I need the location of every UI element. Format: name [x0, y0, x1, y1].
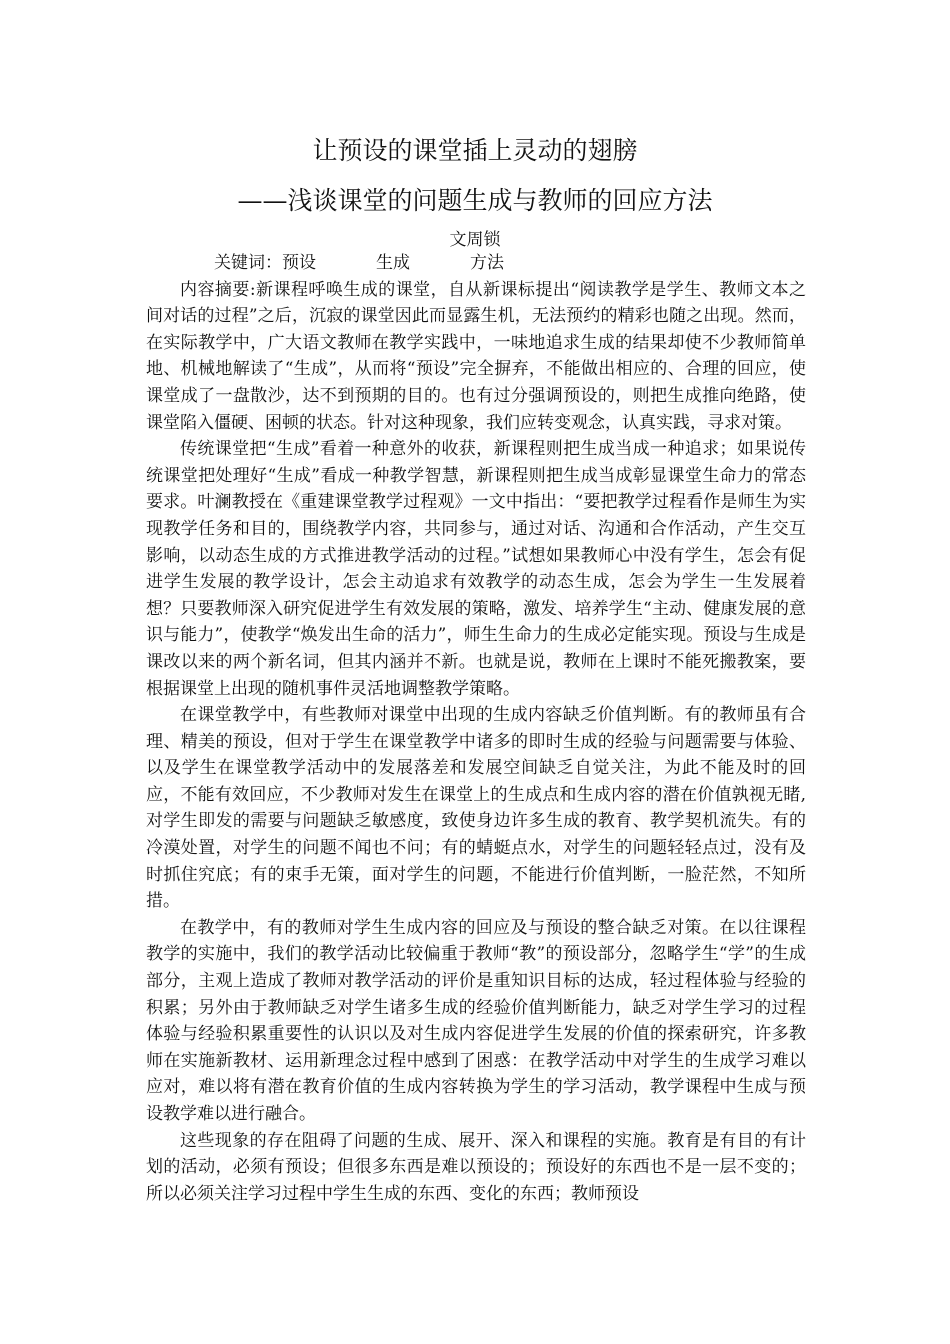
- keywords-line: [146, 250, 806, 277]
- keywords-label: 关键词：预设: [214, 253, 316, 273]
- body-paragraph: 在教学中，有的教师对学生生成内容的回应及与预设的整合缺乏对策。在以往课程教学的实施中，我们的教学活动比较偏重于教师“教”的预设部分，忽略学生“学”的生成部分，主观上造成了教师对教学活动的评价是重知识目标的达成，轻过程体验与经验的积累；另外由于教师缺乏对学生诸多生成的经验价值判断能力，缺乏对学生学习的过程体验与经验积累重要性的认识以及对生成内容促进学生发展的价值的探索研究，许多教师在实施新教材、运用新理念过程中感到了困惑：在教学活动中对学生的生成学习难以应对，难以将有潜在教育价值的生成内容转换为学生的学习活动，教学课程中生成与预设教学难以进行融合。: [146, 917, 806, 1124]
- body-paragraph: 这些现象的存在阻碍了问题的生成、展开、深入和课程的实施。教育是有目的有计划的活动，必须有预设；但很多东西是难以预设的；预设好的东西也不是一层不变的；所以必须关注学习过程中学生生成的东西、变化的东西；教师预设: [146, 1130, 806, 1204]
- document-title: 让预设的课堂插上灵动的翅膀: [312, 136, 638, 165]
- body-paragraph: 在课堂教学中，有些教师对课堂中出现的生成内容缺乏价值判断。有的教师虽有合理、精美的预设，但对于学生在课堂教学中诸多的即时生成的经验与问题需要与体验、以及学生在课堂教学活动中的发展落差和发展空间缺乏自觉关注，为此不能及时的回应，不能有效回应，不少教师对发生在课堂上的生成点和生成内容的潜在价值孰视无睹,对学生即发的需要与问题缺乏敏感度，致使身边许多生成的教育、教学契机流失。有的冷漠处置，对学生的问题不闻也不问；有的蜻蜓点水，对学生的问题轻轻点过，没有及时抓住究底；有的束手无策，面对学生的问题，不能进行价值判断，一脸茫然，不知所措。: [146, 705, 806, 912]
- body-paragraph: 传统课堂把“生成”看着一种意外的收获，新课程则把生成当成一种追求；如果说传统课堂把处理好“生成”看成一种教学智慧，新课程则把生成当成彰显课堂生命力的常态要求。叶澜教授在《重建课堂教学过程观》一文中指出：“要把教学过程看作是师生为实现教学任务和目的，围绕教学内容，共同参与，通过对话、沟通和合作活动，产生交互影响，以动态生成的方式推进教学活动的过程。”试想如果教师心中没有学生，怎会有促进学生发展的教学设计，怎会主动追求有效教学的动态生成，怎会为学生一生发展着想？只要教师深入研究促进学生有效发展的策略，激发、培养学生“主动、健康发展的意识与能力”，使教学“焕发出生命的活力”，师生生命力的生成必定能实现。预设与生成是课改以来的两个新名词，但其内涵并不新。也就是说，教师在上课时不能死搬教案，要根据课堂上出现的随机事件灵活地调整教学策略。: [146, 439, 806, 699]
- keyword-item: 方法: [470, 253, 504, 273]
- document-subtitle: ——浅谈课堂的问题生成与教师的回应方法: [237, 186, 713, 215]
- abstract-paragraph: 内容摘要:新课程呼唤生成的课堂，自从新课标提出“阅读教学是学生、教师文本之间对话的过程”之后，沉寂的课堂因此而显露生机，无法预约的精彩也随之出现。然而，在实际教学中，广大语文教师在教学实践中，一味地追求生成的结果却使不少教师简单地、机械地解读了“生成”，从而将“预设”完全摒弃，不能做出相应的、合理的回应，使课堂成了一盘散沙，达不到预期的目的。也有过分强调预设的，则把生成推向绝路，使课堂陷入僵硬、困顿的状态。针对这种现象，我们应转变观念，认真实践，寻求对策。: [146, 279, 806, 433]
- author-name: 文周锁: [449, 230, 501, 250]
- keyword-item: 生成: [376, 253, 410, 273]
- article-body: [146, 250, 806, 1207]
